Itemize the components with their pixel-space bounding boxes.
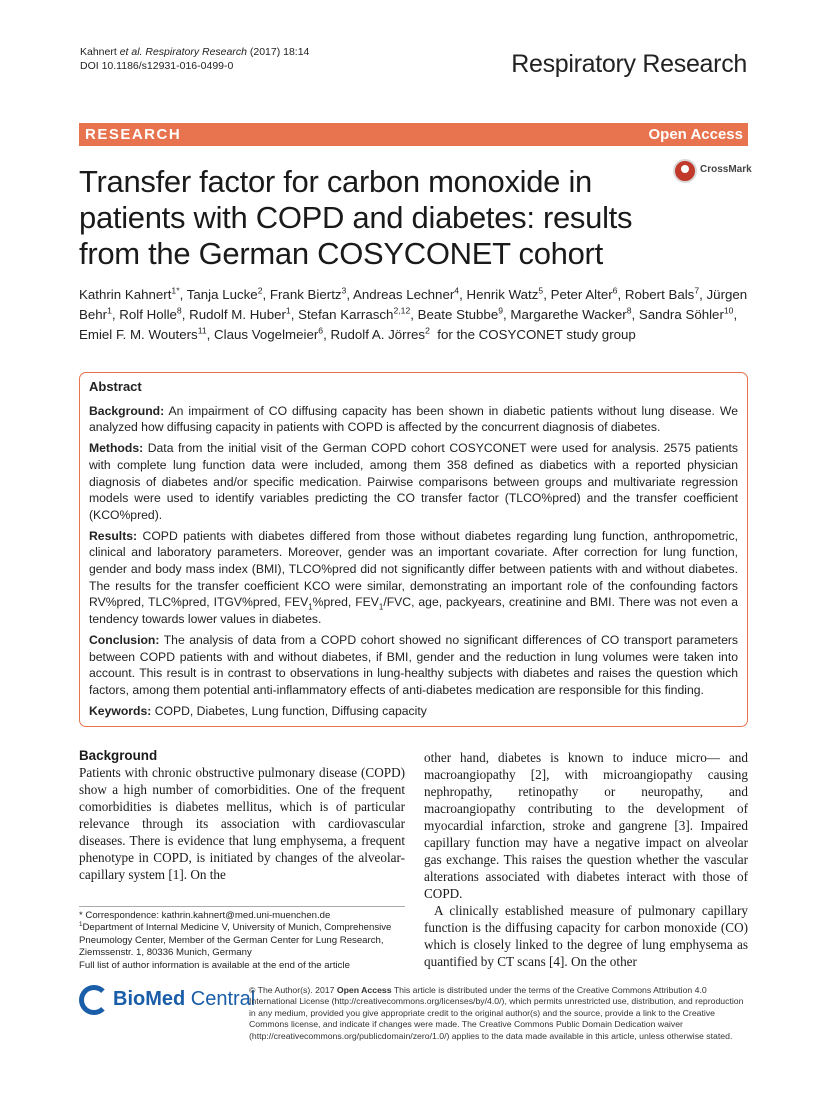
citation-volume: (2017) 18:14 [246, 46, 310, 58]
footnote-divider [79, 906, 405, 907]
citation-author: Kahnert [80, 46, 117, 58]
abstract-conclusion: Conclusion: The analysis of data from a COPD cohort showed no significant differences of CO transport parameters between COPD patients with and without diabetes, if BMI, gender and the reduction in lung volumes were taken into account. This result is in contrast to observations in lung-healthy subjects with diabetes and raises the question which factors, among them potential anti-inflammatory effects of anti-diabetes medication are responsible for this finding. [89, 632, 738, 697]
crossmark-button[interactable] [673, 157, 753, 185]
open-access-label: Open Access [648, 126, 743, 143]
crossmark-label: CrossMark [700, 164, 752, 175]
body-paragraph: A clinically established measure of pulmonary capillary function is the diffusing capacity for carbon monoxide (CO) which is closely linked to the degree of lung emphysema as quantified by CT scans [4]. On the other [424, 903, 748, 969]
article-type: RESEARCH [85, 126, 182, 143]
doi: DOI 10.1186/s12931-016-0499-0 [80, 60, 234, 72]
body-left-column [79, 747, 405, 883]
citation-journal: et al. Respiratory Research [119, 46, 247, 58]
publisher-name: BioMed Central [113, 988, 256, 1010]
article-title: Transfer factor for carbon monoxide in patients with COPD and diabetes: results from the German COSYCONET cohort [79, 164, 633, 271]
citation-header [80, 45, 309, 73]
body-paragraph: Patients with chronic obstructive pulmonary disease (COPD) show a high number of comorbidities. One of the frequent comorbidities is diabetes mellitus, which is of particular relevance through its association with cardiovascular diseases. There is evidence that lung emphysema, a frequent phenotype in COPD, is initiated by changes of the alveolar-capillary system [1]. On the [79, 765, 405, 882]
correspondence-note: * Correspondence: kathrin.kahnert@med.uni-muenchen.de [79, 910, 331, 921]
body-paragraph: other hand, diabetes is known to induce micro— and macroangiopathy [2], with microangiopathy causing nephropathy, retinopathy or neuropathy, and macroangiopathy contributing to the development of myocardial infarction, stroke and gangrene [3]. Impaired capillary function may have a negative impact on alveolar gas exchange. This raises the question whether the vascular alterations associated with diabetes interact with those of COPD. [424, 750, 748, 901]
publisher-logo [79, 983, 256, 1023]
abstract-box [79, 372, 748, 727]
abstract-methods: Methods: Data from the initial visit of the German COPD cohort COSYCONET were used for analysis. 2575 patients with complete lung function data were included, among them 358 defined as diabetics with a reported physician diagnosis of diabetes and/or specific medication. Pairwise comparisons between groups and multivariate regression models were used to identify variables predicting the CO transfer factor (TLCO%pred) and the transfer coefficient (KCO%pred). [89, 441, 738, 522]
abstract-heading: Abstract [89, 379, 142, 394]
abstract-keywords: Keywords: COPD, Diabetes, Lung function, Diffusing capacity [89, 703, 427, 718]
crossmark-icon [673, 159, 697, 183]
abstract-results: Results: COPD patients with diabetes differed from those without diabetes regarding lung function, anthropometric, clinical and laboratory parameters. Moreover, gender was an important covariate. After correction for lung function, gender and body mass index (BMI), TLCO%pred did not significantly differ between patients with and without diabetes. The results for the transfer coefficient KCO were similar, demonstrating an important role of the confounding factors RV%pred, TLC%pred, ITGV%pred, $FEV_1\%pred$, $FEV_1$/FVC, age, packyears, creatinine and BMI. There was not even a tendency towards lower values in diabetes. [89, 528, 738, 627]
affiliation-note: $^1$Department of Internal Medicine V, University of Munich, Comprehensive Pneumology Center, Member of the German Center for Lung Research, Ziemssenstr. 1, 80336 Munich, Germany [79, 921, 392, 959]
article-type-banner [79, 123, 748, 146]
body-right-column [424, 749, 748, 970]
journal-name: Respiratory Research [511, 50, 747, 78]
biomed-central-logo-icon [79, 985, 109, 1015]
full-list-note: Full list of author information is available at the end of the article [79, 959, 350, 971]
section-heading-background: Background [79, 748, 158, 763]
license-statement: © The Author(s). 2017 Open Access This article is distributed under the terms of the Creative Commons Attribution 4.0 International License (http://creativecommons.org/licenses/by/4.0/), which permits unrestricted use, distribution, and reproduction in any medium, provided you give appropriate credit to the original author(s) and the source, provide a link to the Creative Commons license, and indicate if changes were made. The Creative Commons Public Domain Dedication waiver (http://creativecommons.org/publicdomain/zero/1.0/) applies to the data made available in this article, unless otherwise stated. [249, 985, 744, 1041]
footnotes [79, 910, 419, 972]
abstract-background: Background: An impairment of CO diffusing capacity has been shown in diabetic patients without lung disease. We analyzed how diffusing capacity in patients with COPD is affected by the concurrent diagnosis of diabetes. [89, 403, 738, 435]
author-list: Kathrin Kahnert$^{1*}$, Tanja Lucke$^2$, Frank Biertz$^3$, Andreas Lechner$^4$, Henrik Watz$^5$, Peter Alter$^6$, Robert Bals$^7$, Jürgen Behr$^1$, Rolf Holle$^8$, Rudolf M. Huber$^1$, Stefan Karrasch$^{2,12}$, Beate Stubbe$^9$, Margarethe Wacker$^8$, Sandra Söhler$^{10}$, Emiel F. M. Wouters$^{11}$, Claus Vogelmeier$^6$, Rudolf A. Jörres$^2$ for the COSYCONET study group [79, 285, 748, 342]
